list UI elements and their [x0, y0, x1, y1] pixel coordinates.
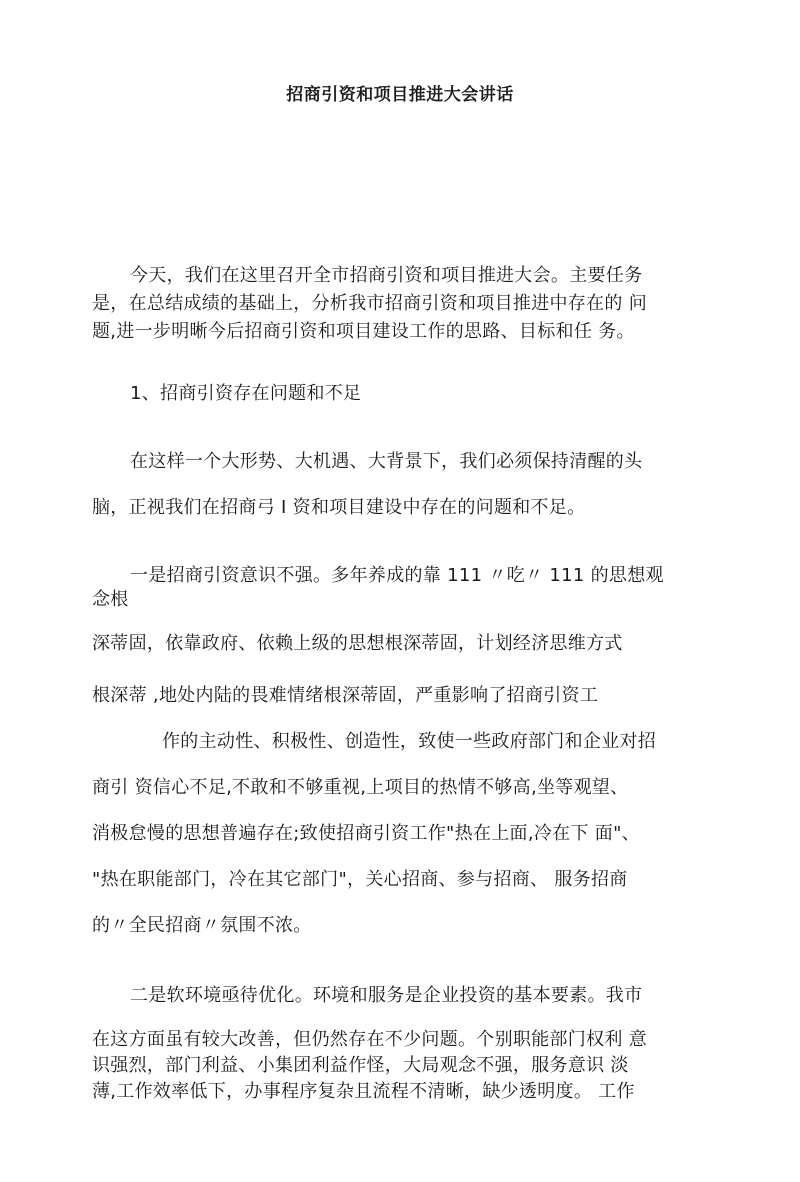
- paragraph-line: 题,进一步明晰今后招商引资和项目建设工作的思路、目标和任 务。: [92, 321, 635, 342]
- paragraph-line: 脑，正视我们在招商弓 I 资和项目建设中存在的问题和不足。: [92, 497, 586, 518]
- paragraph-line: 二是软环境亟待优化。环境和服务是企业投资的基本要素。我市: [130, 985, 643, 1006]
- paragraph-line: 深蒂固，依靠政府、依赖上级的思想根深蒂固，计划经济思维方式: [92, 633, 623, 654]
- paragraph-line: 的〃全民招商〃氛围不浓。: [92, 915, 312, 936]
- paragraph-line: 在这方面虽有较大改善，但仍然存在不少问题。个别职能部门权利 意: [92, 1029, 648, 1050]
- paragraph-line: 在这样一个大形势、大机遇、大背景下，我们必须保持清醒的头: [130, 451, 643, 472]
- paragraph-line: 作的主动性、积极性、创造性，致使一些政府部门和企业对招: [162, 731, 657, 752]
- paragraph-line: 消极怠慢的思想普遍存在;致使招商引资工作"热在上面,冷在下 面"、: [92, 823, 640, 844]
- paragraph-line: 根深蒂 ,地处内陆的畏难情绪根深蒂固，严重影响了招商引资工: [92, 685, 599, 706]
- paragraph-line: "热在职能部门，冷在其它部门"，关心招商、参与招商、 服务招商: [92, 869, 628, 890]
- paragraph-line: 识强烈，部门利益、小集团利益作怪，大局观念不强，服务意识 淡: [92, 1055, 629, 1076]
- paragraph-line: 商引 资信心不足,不敢和不够重视,上项目的热情不够高,坐等观望、: [92, 777, 629, 798]
- paragraph-line: 一是招商引资意识不强。多年养成的靠 111 〃吃〃 111 的思想观: [130, 565, 664, 586]
- section-heading: 1、招商引资存在问题和不足: [130, 383, 362, 404]
- paragraph-line: 薄,工作效率低下，办事程序复杂且流程不清晰，缺少透明度。 工作: [92, 1081, 635, 1102]
- document-title: 招商引资和项目推进大会讲话: [286, 85, 514, 105]
- paragraph-line: 念根: [92, 589, 129, 610]
- paragraph-line: 是，在总结成绩的基础上，分析我市招商引资和项目推进中存在的 问: [92, 293, 648, 314]
- paragraph-line: 今天，我们在这里召开全市招商引资和项目推进大会。主要任务: [130, 265, 643, 286]
